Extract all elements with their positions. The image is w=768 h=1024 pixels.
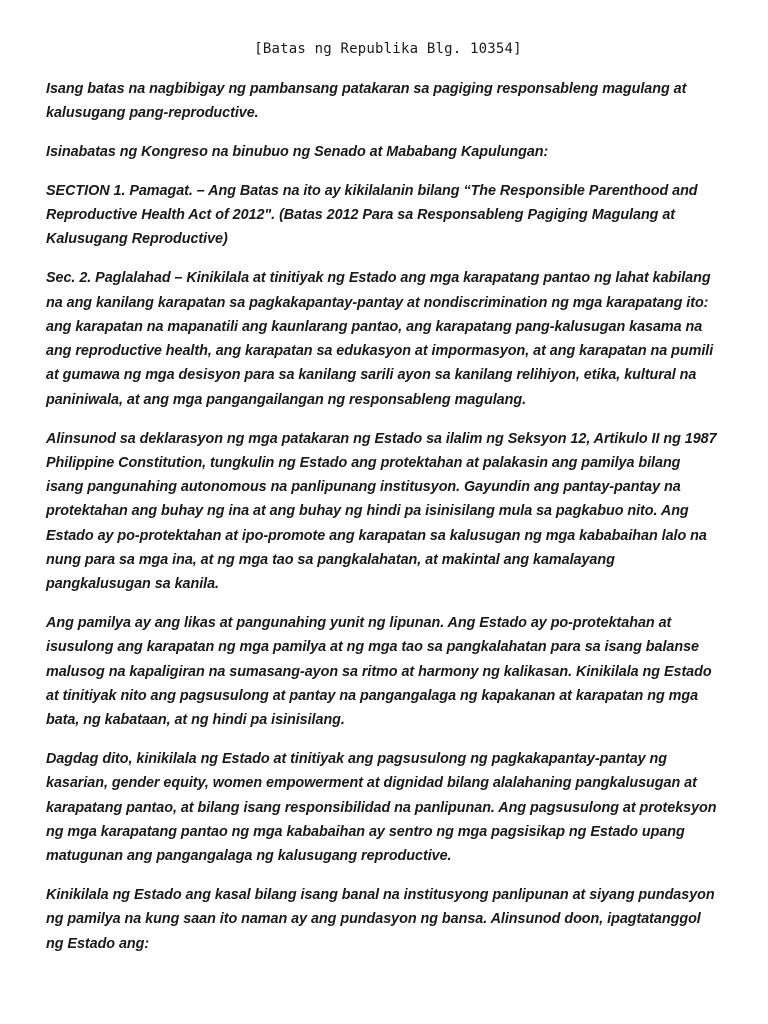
paragraph-family: Ang pamilya ay ang likas at pangunahing yunit ng lipunan. Ang Estado ay po-protektahan at isusulong ang karapatan ng mga pamilya at ng mga tao sa pangkalahatan para sa isang balanse malusog na kapaligiran na sumasang-ayon sa ritmo at harmony ng kalikasan. Kinikilala ng Estado at tinitiyak nito ang pagsusulong at pantay na pangangalaga ng kapakanan at karapatan ng mga bata, ng kabataan, at ng hindi pa isinisilang. [46, 615, 712, 729]
document-title: [Batas ng Republika Blg. 10354] [254, 41, 522, 57]
paragraph-constitution: Alinsunod sa deklarasyon ng mga patakaran ng Estado sa ilalim ng Seksyon 12, Artikulo II ng 1987 Philippine Constitution, tungkulin ng Estado ang protektahan at palakasin ang pamilya bilang isang pangunahing autonomous na panlipunang institusyon. Gayundin ang pantay-pantay na protektahan ang buhay ng ina at ang buhay ng hindi pa isinisilang mula sa pagkabuo nito. Ang Estado ay po-protektahan at ipo-promote ang karapatan sa kalusugan ng mga kababaihan lalo na nung para sa mga ina, at ng mga tao sa pangkalahatan, at makintal ang kamalayang pangkalusugan sa kanila. [46, 430, 717, 593]
paragraph-section-1: SECTION 1. Pamagat. – Ang Batas na ito ay kikilalanin bilang “The Responsible Parenthood and Reproductive Health Act of 2012". (Batas 2012 Para sa Responsableng Pagiging Magulang at Kalusugang Reproductive) [46, 182, 698, 248]
paragraph-intro: Isang batas na nagbibigay ng pambansang patakaran sa pagiging responsableng magulang at kalusugang pang-reproductive. [46, 81, 687, 122]
paragraph-gender-equity: Dagdag dito, kinikilala ng Estado at tinitiyak ang pagsusulong ng pagkakapantay-pantay ng kasarian, gender equity, women empowerment at dignidad bilang alalahaning pangkalusugan at karapatang pantao, at bilang isang responsibilidad na panlipunan. Ang pagsusulong at proteksyon ng mga karapatang pantao ng mga kababaihan ay sentro ng mga pagsisikap ng Estado upang matugunan ang pangangalaga ng kalusugang reproductive. [46, 751, 717, 865]
paragraph-marriage: Kinikilala ng Estado ang kasal bilang isang banal na institusyong panlipunan at siyang pundasyon ng pamilya na kung saan ito naman ay ang pundasyon ng bansa. Alinsunod doon, ipagtatanggol ng Estado ang: [46, 887, 715, 952]
paragraph-section-2: Sec. 2. Paglalahad – Kinikilala at tinitiyak ng Estado ang mga karapatang pantao ng lahat kabilang na ang kanilang karapatan sa pagkakapantay-pantay at nondiscrimination ng mga karapatang ito: ang karapatan na mapanatili ang kaunlarang pantao, ang karapatang pang-kalusugan kasama na ang reproductive health, ang karapatan sa edukasyon at impormasyon, at ang karapatan na pumili at gumawa ng mga desisyon para sa kanilang sarili ayon sa kanilang relihiyon, etika, kultural na paniniwala, at ang mga pangangailangan ng responsableng magulang. [46, 270, 714, 408]
paragraph-enactment: Isinabatas ng Kongreso na binubuo ng Senado at Mababang Kapulungan: [46, 144, 549, 161]
